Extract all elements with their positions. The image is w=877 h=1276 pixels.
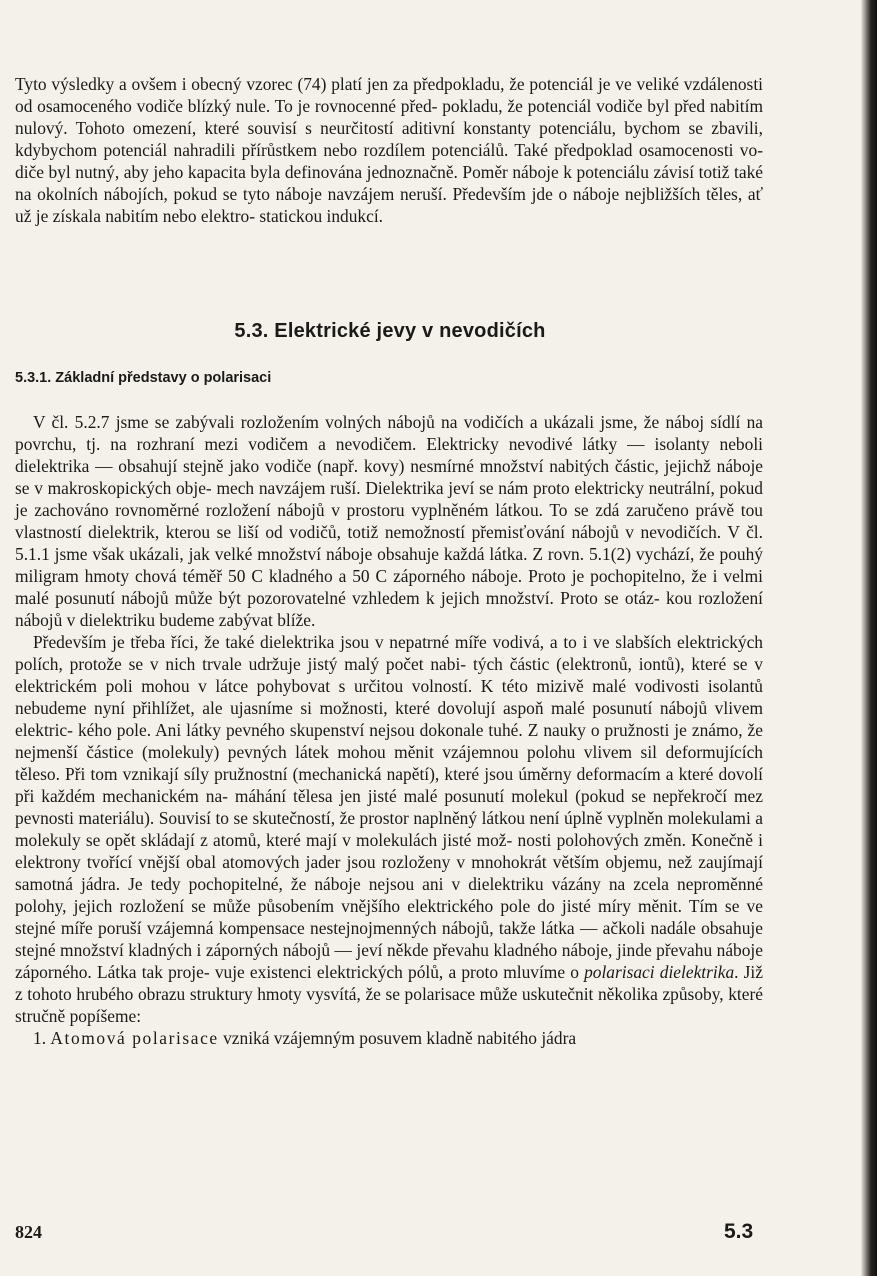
text-line: je známo, že nejmenší částice (molekuly) pevných látek mohou měnit vzájemnou bbox=[15, 720, 763, 762]
text-line: přemisťování nábojů v nevodičích. V čl. 5.1.1 jsme však ukázali, jak velké množství bbox=[15, 522, 763, 564]
text-line: nahradili přírůstkem nebo rozdílem potenciálů. Také předpoklad osamocenosti vo- bbox=[173, 140, 763, 160]
text-line: s určitou volností. K této mizivě malé vodivosti isolantů nebudeme nyní přihlížet, bbox=[15, 676, 763, 718]
body-text bbox=[15, 411, 763, 1049]
text-line: vuje existenci elektrických pólů, a proto mluvíme o bbox=[214, 962, 585, 982]
text-line: mech navzájem ruší. Dielektrika jeví se nám proto elektricky neutrální, pokud je bbox=[15, 478, 763, 520]
text-line: Především je třeba říci, že také dielektrika jsou v nepatrné míře vodivá, a to i ve bbox=[33, 632, 610, 652]
text-line: polohu vlivem sil deformujících těleso. Při tom vznikají síly pružnostní (mechanická bbox=[15, 742, 763, 784]
list-number: 1. bbox=[33, 1028, 51, 1048]
text-line: zaručeno právě tou vlastností dielektrik, kterou se liší od vodičů, totiž nemožností bbox=[15, 500, 763, 542]
text-line: zachováno rovnoměrné rozložení nábojů v prostoru vyplněném látkou. To se zdá bbox=[34, 500, 620, 520]
page-number: 824 bbox=[15, 1222, 42, 1242]
text-line: Tím se ve stejné míře poruší vzájemná kompensace nestejnojmenných nábojů, takže bbox=[15, 896, 763, 938]
text-line: pokladu, že potenciál vodiče byl před nabitím nulový. Tohoto omezení, které souvisí bbox=[15, 96, 763, 138]
text-line: diče byl nutný, aby jeho kapacita byla definována jednoznačně. Poměr náboje bbox=[15, 162, 559, 182]
paragraph-1 bbox=[15, 411, 763, 631]
text-line: téměř 50 C kladného a 50 C záporného náboje. Proto je pochopitelno, že i velmi malé bbox=[15, 566, 763, 608]
text-line: molekulami a molekuly se opět skládají z atomů, které mají v molekulách jisté mož- bbox=[15, 808, 764, 850]
text-line: . Již z tohoto bbox=[15, 962, 763, 1004]
text-line: hrubého obrazu struktury hmoty vysvítá, že se polarisace může uskutečnit několika bbox=[76, 984, 658, 1004]
paragraph-2 bbox=[15, 631, 763, 1027]
text-line: nosti polohových změn. Konečně i elektrony tvořící vnější obal atomových jader bbox=[15, 830, 763, 872]
text-line: ale ujasníme si možnosti, které dovolují aspoň malé posunutí nábojů vlivem elektric- bbox=[15, 698, 763, 740]
text-line: náboje obsahuje každá látka. Z rovn. 5.1(2) vychází, že pouhý miligram hmoty chová bbox=[15, 544, 763, 586]
text-line: neruší. Především jde o náboje nejbližších těles, ať už je získala nabitím nebo elektro- bbox=[15, 184, 763, 226]
text-line: kovy) nesmírné množství nabitých částic, jejichž náboje se v makroskopických obje- bbox=[15, 456, 763, 498]
text-line: kého pole. Ani látky pevného skupenství nejsou dokonale tuhé. Z nauky o pružnosti bbox=[77, 720, 670, 740]
list-item-1 bbox=[15, 1027, 763, 1049]
chapter-marker: 5.3 bbox=[724, 1220, 754, 1243]
text-line: jsou rozloženy v mnohokrát větším objemu, než zaujímají samotná jádra. Je tedy bbox=[15, 852, 763, 894]
italic-term: polarisaci dielektrika bbox=[584, 962, 735, 982]
text-line: kou rozložení nábojů v dielektriku budeme zabývat blíže. bbox=[15, 588, 763, 630]
text-line: někde převahu kladného náboje, jinde převahu náboje záporného. Látka tak proje- bbox=[15, 940, 763, 982]
text-line: slabších elektrických polích, protože se v nich trvale udržuje jistý malý počet nabi- bbox=[15, 632, 763, 674]
section-heading: 5.3. Elektrické jevy v nevodičích bbox=[234, 320, 546, 342]
text-line: je ve veliké vzdálenosti od osamoceného vodiče blízký nule. To je rovnocenné před- bbox=[15, 74, 763, 116]
text-line: jejich rozložení se může působením vnějšího elektrického pole do jisté míry měnit. bbox=[73, 896, 682, 916]
text-line: V čl. 5.2.7 jsme se zabývali rozložením volných nábojů na vodičích a ukázali jsme, bbox=[33, 412, 638, 432]
text-line: látka — ačkoli nadále obsahuje stejné množství kladných i záporných nábojů — jeví bbox=[15, 918, 763, 960]
text-line: že náboj sídlí na povrchu, tj. na rozhraní mezi vodičem a nevodičem. Elektricky bbox=[15, 412, 763, 454]
page-binding-edge bbox=[861, 0, 877, 1276]
spaced-term: Atomová polarisace bbox=[50, 1028, 219, 1048]
text-line: vzniká vzájemným posuvem kladně nabitého jádra bbox=[218, 1028, 577, 1048]
intro-paragraph bbox=[15, 73, 763, 227]
text-line: nevodivé látky — isolanty neboli dielektrika — obsahují stejně jako vodiče (např. bbox=[15, 434, 763, 476]
text-line: způsoby, které stručně popíšeme: bbox=[15, 984, 763, 1026]
text-line: máhání tělesa jen jisté malé posunutí molekul (pokud se nepřekročí mez pevnosti bbox=[15, 786, 763, 828]
text-line: posunutí nábojů může být pozorovatelné vzhledem k jejich množství. Proto se otáz- bbox=[55, 588, 660, 608]
text-line: statickou indukcí. bbox=[259, 206, 384, 226]
text-line: materiálu). Souvisí to se skutečností, že prostor naplněný látkou není úplně vyplněn bbox=[78, 808, 664, 828]
text-line: k potenciálu závisí totiž také na okolních nábojích, pokud se tyto náboje navzájem bbox=[15, 162, 763, 204]
subsection-heading: 5.3.1. Základní představy o polarisaci bbox=[15, 370, 272, 386]
text-line: s neurčitostí aditivní konstanty potenciálu, bychom se zbavili, kdybychom potenciál bbox=[15, 118, 763, 160]
text-line: Tyto výsledky a ovšem i obecný vzorec (74) platí jen za předpokladu, že potenciál bbox=[15, 74, 594, 94]
text-line: pochopitelné, že náboje nejsou ani v dielektriku vázány na zcela neproměnné polohy, bbox=[15, 874, 764, 916]
text-line: napětí), které jsou úměrny deformacím a které dovolí při každém mechanickém na- bbox=[15, 764, 763, 806]
text-line: tých částic (elektronů, iontů), které se v elektrickém poli mohou v látce pohybovat bbox=[15, 654, 763, 696]
